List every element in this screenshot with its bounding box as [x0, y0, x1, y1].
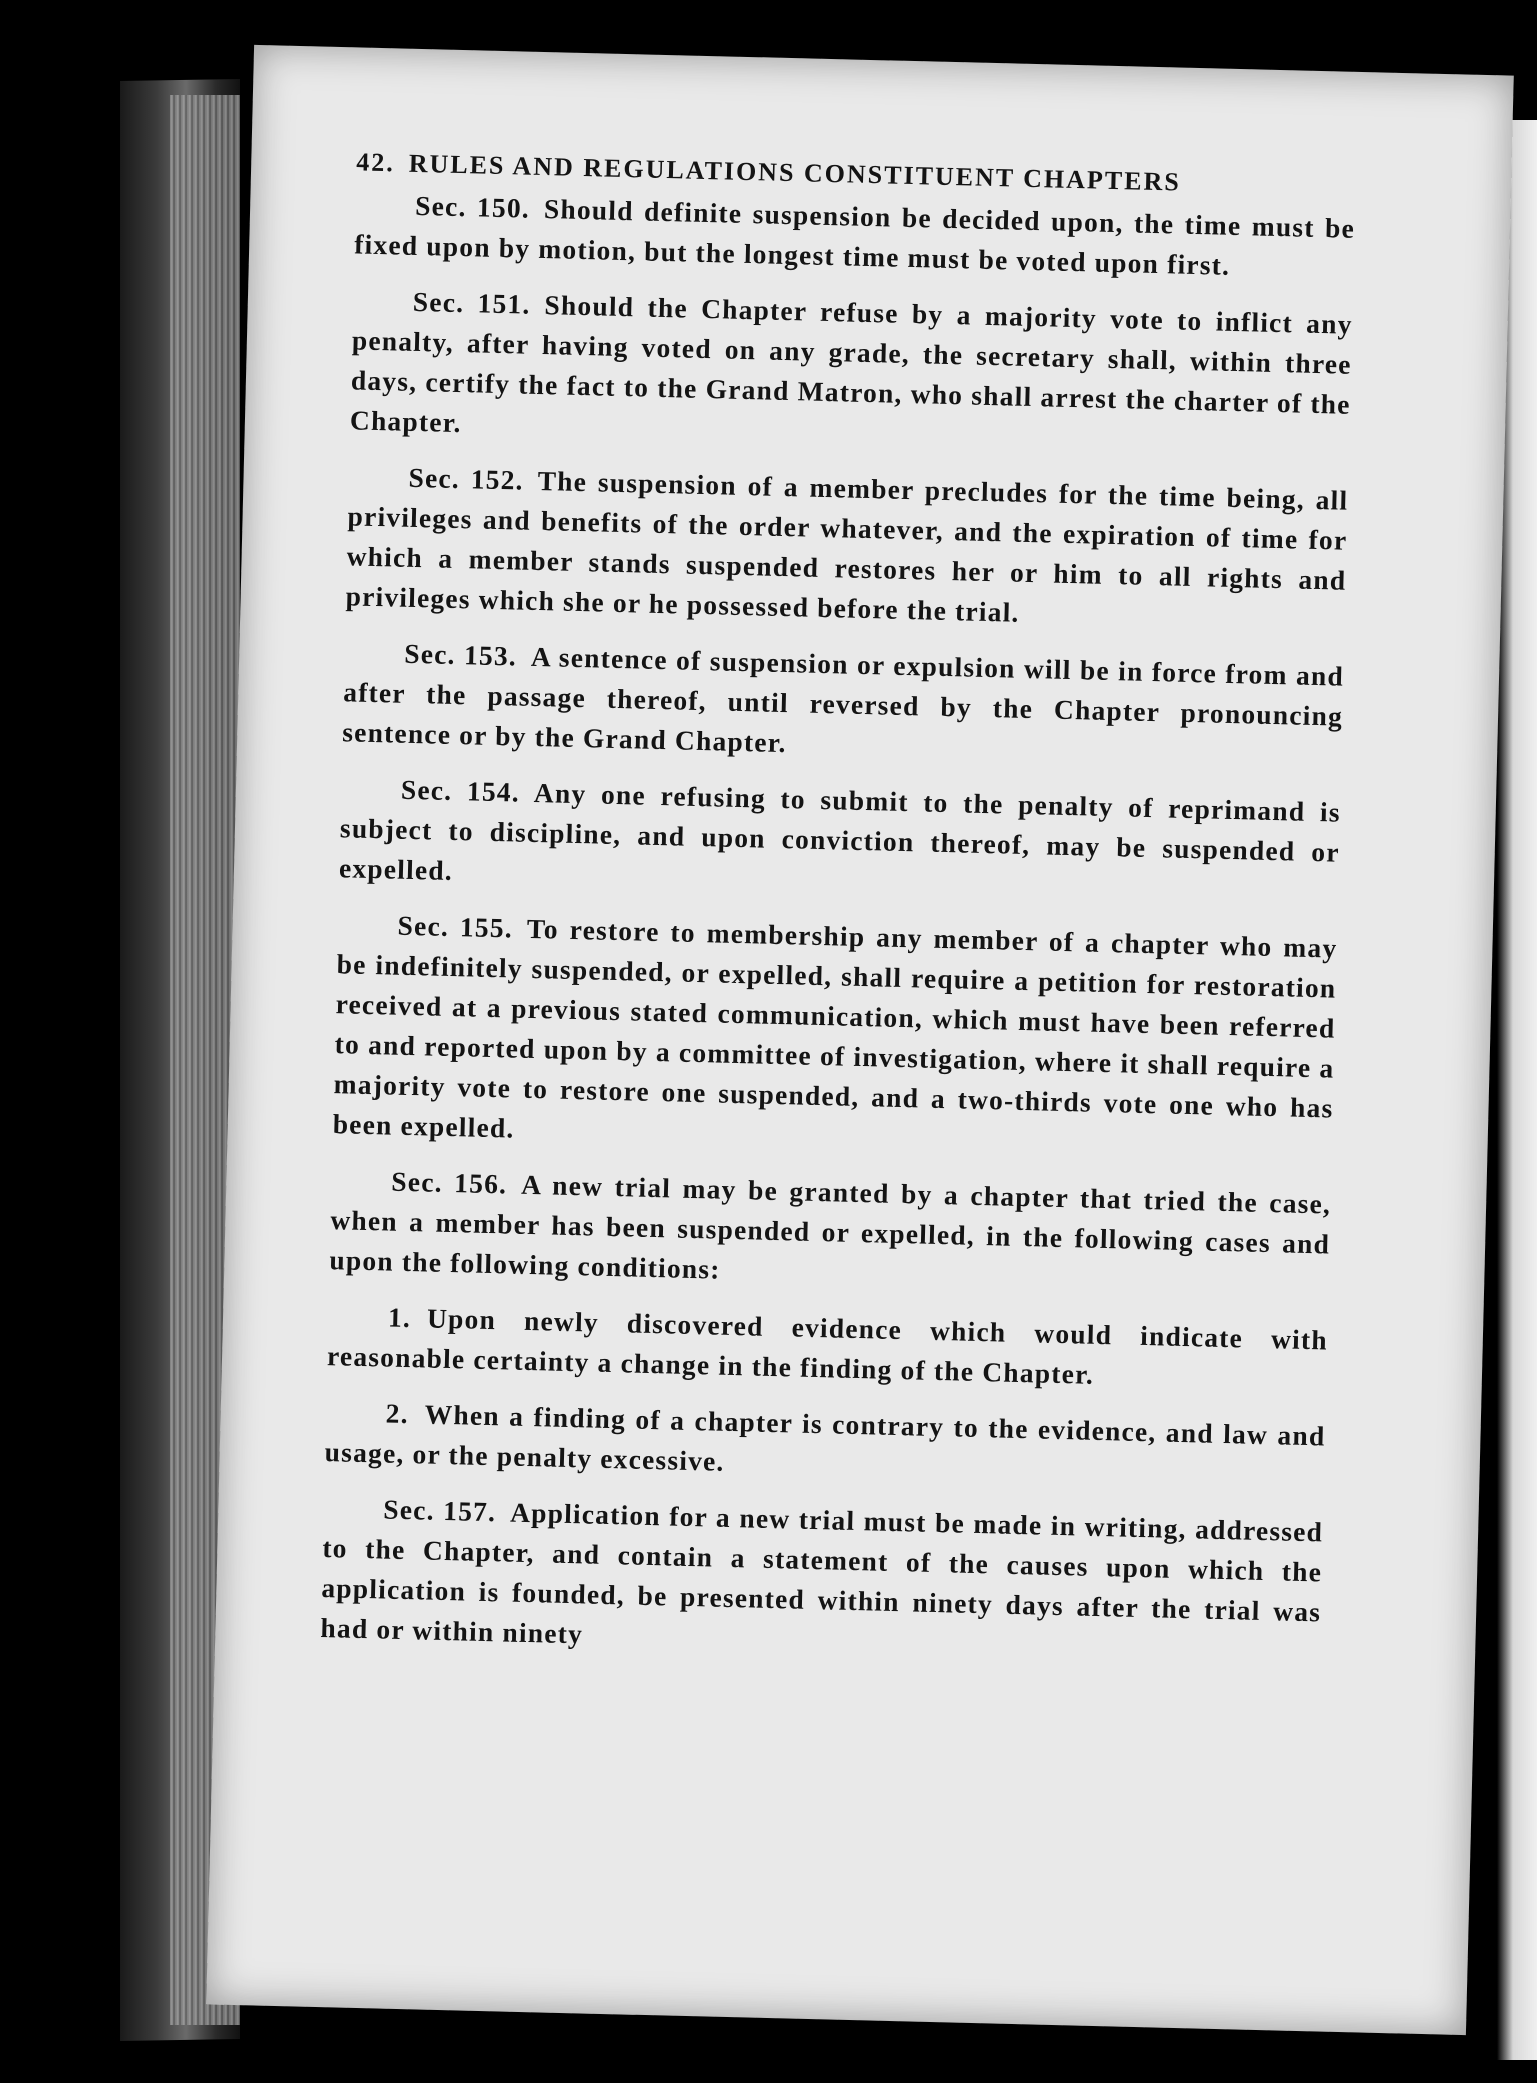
section-153 — [342, 632, 1345, 776]
section-label: Sec. 157. — [383, 1493, 497, 1528]
condition-text: When a finding of a chapter is contrary to the evidence, and law and usage, or the penalty excessive. — [324, 1398, 1326, 1477]
section-text: Should the Chapter refuse by a majority vote to inflict any penalty, after having voted on any grade, the secretary shall, within three days, certify the fact to the Grand Matron, who shall arrest the charter of the Chapter. — [349, 289, 1354, 439]
condition-text: Upon newly discovered evidence which would indicate with reasonable certainty a change in the finding of the Chapter. — [326, 1302, 1329, 1390]
page-number: 42. — [355, 147, 396, 178]
section-154 — [339, 768, 1342, 912]
section-157 — [320, 1488, 1324, 1672]
condition-1 — [327, 1296, 1329, 1400]
section-text: Should definite suspension be decided upon, the time must be fixed upon by motion, but the longest time must be voted upon first. — [353, 193, 1356, 281]
section-label: Sec. 155. — [397, 909, 514, 944]
section-text: Application for a new trial must be made in writing, addressed to the Chapter, and contain a statement of the causes upon which the application is founded, be presented within ninety days after the trial was had or within ninety — [320, 1496, 1324, 1650]
section-text: A new trial may be granted by a chapter that tried the case, when a member has been suspended or expelled, in the following cases and upon the following conditions: — [329, 1168, 1332, 1285]
book-page — [206, 45, 1514, 2035]
section-label: Sec. 156. — [391, 1165, 508, 1200]
running-title: RULES AND REGULATIONS CONSTITUENT CHAPTERS — [408, 148, 1182, 197]
section-155 — [332, 904, 1338, 1168]
section-label: Sec. 154. — [400, 773, 521, 808]
condition-2 — [324, 1392, 1326, 1496]
section-text: To restore to membership any member of a chapter who may be indefinitely suspended, or expelled, shall require a petition for restoration received at a previous stated communication, which must have been referred to and reported upon by a committee of investigation, where it shall require a majority vote to restore one suspended, and a two-thirds vote one who has been expelled. — [332, 912, 1338, 1144]
section-label: Sec. 153. — [403, 637, 518, 672]
section-label: Sec. 150. — [414, 189, 531, 224]
section-label: Sec. 151. — [412, 285, 531, 320]
section-text: The suspension of a member precludes for the time being, all privileges and benefits of the order whatever, and the expiration of time for which a member stands suspended restores her or him to all rights and privileges which she or he possessed before the trial. — [345, 464, 1349, 628]
section-152 — [345, 456, 1349, 640]
section-156 — [329, 1160, 1332, 1304]
condition-number: 2. — [385, 1397, 410, 1430]
section-label: Sec. 152. — [408, 461, 525, 496]
section-151 — [349, 280, 1353, 464]
page-text — [320, 142, 1357, 1688]
condition-number: 1. — [387, 1301, 412, 1334]
section-text: A sentence of suspension or expulsion will be in force from and after the passage thereof, until reversed by the Chapter pronouncing sentence or by the Grand Chapter. — [341, 640, 1345, 759]
section-text: Any one refusing to submit to the penalty of reprimand is subject to discipline, and upon conviction thereof, may be suspended or expelled. — [338, 776, 1342, 886]
